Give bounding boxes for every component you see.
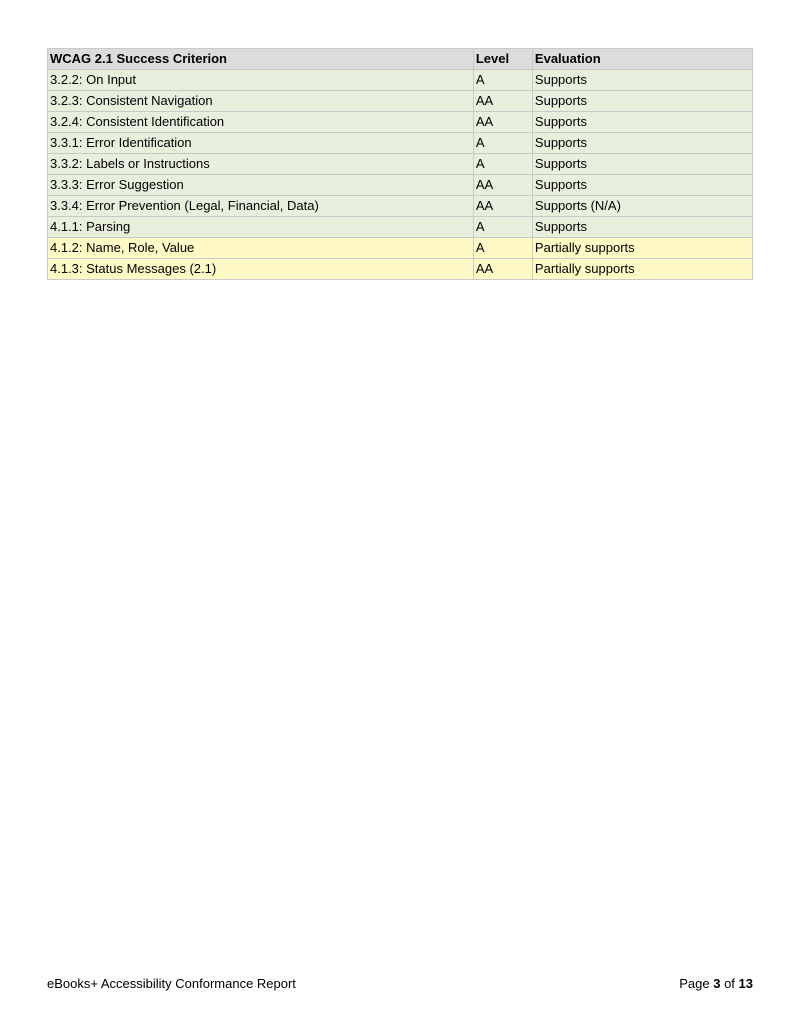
criterion-cell: 3.2.3: Consistent Navigation: [48, 91, 474, 112]
criterion-cell: 3.2.4: Consistent Identification: [48, 112, 474, 133]
criterion-cell: 4.1.1: Parsing: [48, 217, 474, 238]
evaluation-cell: Supports: [532, 91, 752, 112]
evaluation-cell: Supports: [532, 217, 752, 238]
evaluation-cell: Supports: [532, 112, 752, 133]
evaluation-cell: Supports: [532, 133, 752, 154]
evaluation-cell: Partially supports: [532, 259, 752, 280]
page-of: of: [724, 976, 735, 991]
criterion-cell: 3.3.1: Error Identification: [48, 133, 474, 154]
level-cell: A: [473, 238, 532, 259]
table-row: [48, 196, 753, 217]
criterion-cell: 4.1.3: Status Messages (2.1): [48, 259, 474, 280]
table-header-row: [48, 49, 753, 70]
header-level: Level: [473, 49, 532, 70]
level-cell: AA: [473, 175, 532, 196]
page-number: [679, 976, 753, 991]
level-cell: AA: [473, 259, 532, 280]
criterion-cell: 3.2.2: On Input: [48, 70, 474, 91]
criterion-cell: 3.3.2: Labels or Instructions: [48, 154, 474, 175]
level-cell: AA: [473, 196, 532, 217]
table-row: [48, 154, 753, 175]
criterion-cell: 4.1.2: Name, Role, Value: [48, 238, 474, 259]
table-row: [48, 133, 753, 154]
level-cell: A: [473, 133, 532, 154]
conformance-table: [47, 48, 753, 280]
page-footer: [47, 976, 753, 991]
table-row: [48, 112, 753, 133]
level-cell: AA: [473, 91, 532, 112]
evaluation-cell: Supports (N/A): [532, 196, 752, 217]
page-prefix: Page: [679, 976, 710, 991]
table-row: [48, 70, 753, 91]
criterion-cell: 3.3.4: Error Prevention (Legal, Financial, Data): [48, 196, 474, 217]
evaluation-cell: Supports: [532, 154, 752, 175]
evaluation-cell: Supports: [532, 70, 752, 91]
table-row: [48, 91, 753, 112]
criterion-cell: 3.3.3: Error Suggestion: [48, 175, 474, 196]
level-cell: A: [473, 70, 532, 91]
table-row: [48, 217, 753, 238]
header-criterion: WCAG 2.1 Success Criterion: [48, 49, 474, 70]
table-row: [48, 238, 753, 259]
level-cell: A: [473, 154, 532, 175]
page-current: 3: [713, 976, 721, 991]
table-row: [48, 175, 753, 196]
evaluation-cell: Partially supports: [532, 238, 752, 259]
level-cell: AA: [473, 112, 532, 133]
report-title: eBooks+ Accessibility Conformance Report: [47, 976, 296, 991]
level-cell: A: [473, 217, 532, 238]
page-total: 13: [738, 976, 753, 991]
header-evaluation: Evaluation: [532, 49, 752, 70]
evaluation-cell: Supports: [532, 175, 752, 196]
table-row: [48, 259, 753, 280]
